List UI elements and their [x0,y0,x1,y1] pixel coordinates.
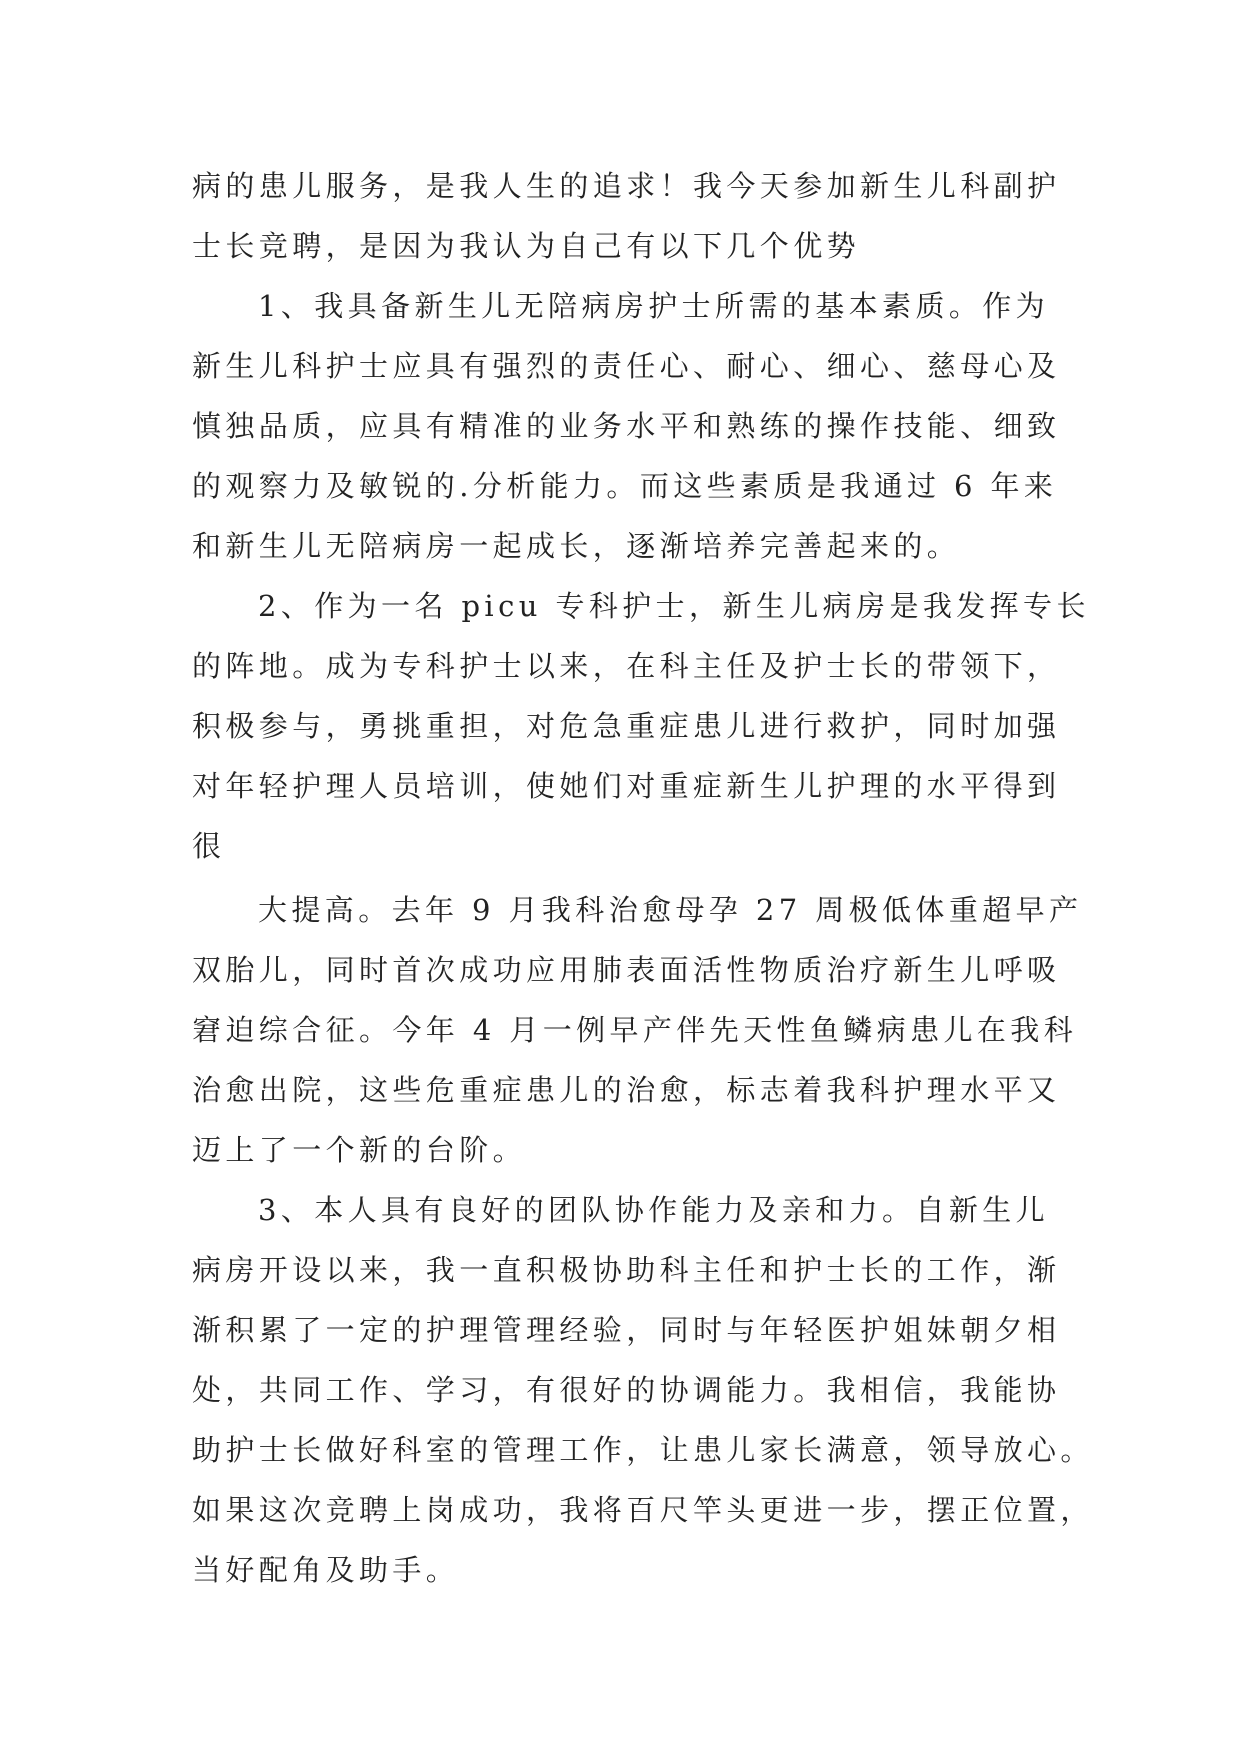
text-line: 渐积累了一定的护理管理经验，同时与年轻医护姐妹朝夕相 [192,1313,1061,1347]
text-line: 当好配角及助手。 [192,1553,460,1587]
text-line: 1、我具备新生儿无陪病房护士所需的基本素质。作为 [258,289,1050,323]
text-line: 的阵地。成为专科护士以来，在科主任及护士长的带领下， [192,649,1061,683]
text-line: 迈上了一个新的台阶。 [192,1133,527,1167]
text-line: 如果这次竞聘上岗成功，我将百尺竿头更进一步，摆正位置， [192,1493,1094,1527]
text-line: 2、作为一名 picu 专科护士，新生儿病房是我发挥专长 [258,589,1090,623]
text-line: 大提高。去年 9 月我科治愈母孕 27 周极低体重超早产 [258,893,1083,927]
text-line: 窘迫综合征。今年 4 月一例早产伴先天性鱼鳞病患儿在我科 [192,1013,1078,1047]
text-line: 处，共同工作、学习，有很好的协调能力。我相信，我能协 [192,1373,1061,1407]
text-line: 积极参与，勇挑重担，对危急重症患儿进行救护，同时加强 [192,709,1061,743]
paragraph-intro [192,156,1072,276]
paragraph-point-3 [192,1180,1094,1600]
text-line: 的观察力及敏锐的.分析能力。而这些素质是我通过 6 年来 [192,469,1058,503]
text-line: 和新生儿无陪病房一起成长，逐渐培养完善起来的。 [192,529,961,563]
paragraph-point-2-continued [192,880,1083,1180]
text-line: 慎独品质，应具有精准的业务水平和熟练的操作技能、细致 [192,409,1061,443]
paragraph-point-2 [192,576,1090,876]
document-body [192,156,1094,1600]
text-line: 治愈出院，这些危重症患儿的治愈，标志着我科护理水平又 [192,1073,1061,1107]
text-line: 病房开设以来，我一直积极协助科主任和护士长的工作，渐 [192,1253,1061,1287]
text-line: 新生儿科护士应具有强烈的责任心、耐心、细心、慈母心及 [192,349,1061,383]
text-line: 双胎儿，同时首次成功应用肺表面活性物质治疗新生儿呼吸 [192,953,1061,987]
text-line: 3、本人具有良好的团队协作能力及亲和力。自新生儿 [258,1193,1050,1227]
text-line: 助护士长做好科室的管理工作，让患儿家长满意，领导放心。 [192,1433,1094,1467]
text-line: 病的患儿服务，是我人生的追求！我今天参加新生儿科副护 [192,169,1061,203]
text-line: 很 [192,829,226,863]
text-line: 士长竞聘，是因为我认为自己有以下几个优势 [192,229,861,263]
paragraph-point-1 [192,276,1072,576]
text-line: 对年轻护理人员培训，使她们对重症新生儿护理的水平得到 [192,769,1061,803]
